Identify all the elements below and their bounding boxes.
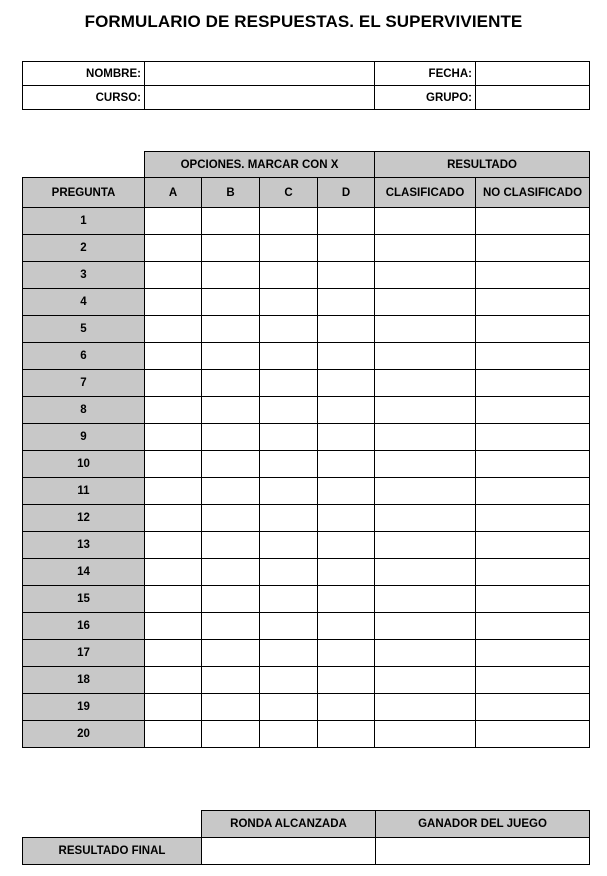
final-result-table (22, 810, 590, 865)
question-row (23, 289, 590, 316)
no-clasificado-header: NO CLASIFICADO (476, 178, 590, 208)
option-c-cell[interactable] (260, 586, 318, 613)
option-a-cell[interactable] (145, 289, 202, 316)
clasificado-header: CLASIFICADO (375, 178, 476, 208)
question-number: 4 (23, 289, 145, 316)
option-b-cell[interactable] (202, 316, 260, 343)
question-number: 15 (23, 586, 145, 613)
clasificado-cell[interactable] (375, 451, 476, 478)
option-c-cell[interactable] (260, 613, 318, 640)
clasificado-cell[interactable] (375, 370, 476, 397)
option-c-cell[interactable] (260, 559, 318, 586)
option-a-cell[interactable] (145, 316, 202, 343)
question-number: 3 (23, 262, 145, 289)
option-a-cell[interactable] (145, 343, 202, 370)
option-d-cell[interactable] (318, 235, 375, 262)
option-d-cell[interactable] (318, 721, 375, 748)
clasificado-cell[interactable] (375, 640, 476, 667)
info-row-1 (23, 62, 590, 86)
question-number: 6 (23, 343, 145, 370)
question-number: 17 (23, 640, 145, 667)
no-clasificado-cell[interactable] (476, 532, 590, 559)
clasificado-cell[interactable] (375, 505, 476, 532)
question-number: 14 (23, 559, 145, 586)
question-number: 2 (23, 235, 145, 262)
no-clasificado-cell[interactable] (476, 424, 590, 451)
option-d-cell[interactable] (318, 694, 375, 721)
clasificado-cell[interactable] (375, 694, 476, 721)
question-number: 13 (23, 532, 145, 559)
grupo-label: GRUPO: (375, 86, 476, 110)
option-b-cell[interactable] (202, 613, 260, 640)
question-row (23, 208, 590, 235)
no-clasificado-cell[interactable] (476, 721, 590, 748)
question-number: 19 (23, 694, 145, 721)
clasificado-cell[interactable] (375, 424, 476, 451)
question-row (23, 505, 590, 532)
question-row (23, 424, 590, 451)
option-a-cell[interactable] (145, 262, 202, 289)
clasificado-cell[interactable] (375, 235, 476, 262)
option-a-cell[interactable] (145, 667, 202, 694)
option-d-cell[interactable] (318, 478, 375, 505)
option-d-cell[interactable] (318, 559, 375, 586)
question-number: 16 (23, 613, 145, 640)
question-row (23, 586, 590, 613)
option-a-cell[interactable] (145, 640, 202, 667)
no-clasificado-cell[interactable] (476, 397, 590, 424)
question-row (23, 721, 590, 748)
option-c-cell[interactable] (260, 208, 318, 235)
fecha-label: FECHA: (375, 62, 476, 86)
option-d-cell[interactable] (318, 667, 375, 694)
option-b-cell[interactable] (202, 208, 260, 235)
option-c-cell[interactable] (260, 505, 318, 532)
option-header-c: C (260, 178, 318, 208)
option-a-cell[interactable] (145, 721, 202, 748)
option-a-cell[interactable] (145, 370, 202, 397)
no-clasificado-cell[interactable] (476, 694, 590, 721)
answers-table (22, 151, 590, 748)
option-b-cell[interactable] (202, 721, 260, 748)
no-clasificado-cell[interactable] (476, 586, 590, 613)
nombre-field[interactable] (145, 62, 375, 86)
option-a-cell[interactable] (145, 451, 202, 478)
option-d-cell[interactable] (318, 208, 375, 235)
clasificado-cell[interactable] (375, 586, 476, 613)
blank-corner-final (23, 811, 202, 838)
question-number: 8 (23, 397, 145, 424)
option-a-cell[interactable] (145, 586, 202, 613)
option-b-cell[interactable] (202, 478, 260, 505)
curso-field[interactable] (145, 86, 375, 110)
clasificado-cell[interactable] (375, 559, 476, 586)
question-row (23, 532, 590, 559)
clasificado-cell[interactable] (375, 721, 476, 748)
option-c-cell[interactable] (260, 640, 318, 667)
option-b-cell[interactable] (202, 235, 260, 262)
option-a-cell[interactable] (145, 694, 202, 721)
no-clasificado-cell[interactable] (476, 451, 590, 478)
no-clasificado-cell[interactable] (476, 613, 590, 640)
no-clasificado-cell[interactable] (476, 289, 590, 316)
option-c-cell[interactable] (260, 694, 318, 721)
clasificado-cell[interactable] (375, 613, 476, 640)
option-d-cell[interactable] (318, 343, 375, 370)
option-a-cell[interactable] (145, 397, 202, 424)
option-d-cell[interactable] (318, 532, 375, 559)
option-header-d: D (318, 178, 375, 208)
option-b-cell[interactable] (202, 694, 260, 721)
clasificado-cell[interactable] (375, 532, 476, 559)
option-d-cell[interactable] (318, 316, 375, 343)
clasificado-cell[interactable] (375, 316, 476, 343)
info-row-2 (23, 86, 590, 110)
clasificado-cell[interactable] (375, 208, 476, 235)
question-row (23, 343, 590, 370)
option-b-cell[interactable] (202, 424, 260, 451)
option-a-cell[interactable] (145, 208, 202, 235)
option-d-cell[interactable] (318, 370, 375, 397)
question-row (23, 613, 590, 640)
option-b-cell[interactable] (202, 262, 260, 289)
option-a-cell[interactable] (145, 505, 202, 532)
option-d-cell[interactable] (318, 451, 375, 478)
question-number: 7 (23, 370, 145, 397)
ronda-header: RONDA ALCANZADA (202, 811, 376, 838)
no-clasificado-cell[interactable] (476, 505, 590, 532)
question-row (23, 559, 590, 586)
question-row (23, 667, 590, 694)
option-c-cell[interactable] (260, 532, 318, 559)
option-header-b: B (202, 178, 260, 208)
option-d-cell[interactable] (318, 424, 375, 451)
curso-label: CURSO: (23, 86, 145, 110)
option-c-cell[interactable] (260, 262, 318, 289)
no-clasificado-cell[interactable] (476, 667, 590, 694)
question-row (23, 694, 590, 721)
clasificado-cell[interactable] (375, 667, 476, 694)
option-b-cell[interactable] (202, 505, 260, 532)
option-a-cell[interactable] (145, 613, 202, 640)
option-d-cell[interactable] (318, 262, 375, 289)
option-d-cell[interactable] (318, 505, 375, 532)
page-title: FORMULARIO DE RESPUESTAS. EL SUPERVIVIENTE (84, 12, 523, 31)
option-b-cell[interactable] (202, 289, 260, 316)
fecha-field[interactable] (476, 62, 590, 86)
result-header: RESULTADO (375, 152, 590, 178)
clasificado-cell[interactable] (375, 478, 476, 505)
resultado-final-label: RESULTADO FINAL (23, 838, 202, 865)
no-clasificado-cell[interactable] (476, 316, 590, 343)
option-c-cell[interactable] (260, 478, 318, 505)
question-row (23, 478, 590, 505)
no-clasificado-cell[interactable] (476, 559, 590, 586)
option-d-cell[interactable] (318, 289, 375, 316)
ganador-header: GANADOR DEL JUEGO (376, 811, 590, 838)
question-number: 5 (23, 316, 145, 343)
question-row (23, 397, 590, 424)
option-d-cell[interactable] (318, 397, 375, 424)
question-header: PREGUNTA (23, 178, 145, 208)
no-clasificado-cell[interactable] (476, 370, 590, 397)
option-c-cell[interactable] (260, 667, 318, 694)
no-clasificado-cell[interactable] (476, 262, 590, 289)
student-info-table (22, 61, 590, 110)
option-c-cell[interactable] (260, 316, 318, 343)
option-a-cell[interactable] (145, 532, 202, 559)
option-a-cell[interactable] (145, 478, 202, 505)
question-number: 1 (23, 208, 145, 235)
final-header-row (23, 811, 590, 838)
option-b-cell[interactable] (202, 370, 260, 397)
question-number: 18 (23, 667, 145, 694)
no-clasificado-cell[interactable] (476, 478, 590, 505)
clasificado-cell[interactable] (375, 262, 476, 289)
question-number: 12 (23, 505, 145, 532)
question-row (23, 235, 590, 262)
option-d-cell[interactable] (318, 613, 375, 640)
option-c-cell[interactable] (260, 424, 318, 451)
option-c-cell[interactable] (260, 397, 318, 424)
no-clasificado-cell[interactable] (476, 343, 590, 370)
option-b-cell[interactable] (202, 451, 260, 478)
question-row (23, 262, 590, 289)
option-c-cell[interactable] (260, 343, 318, 370)
option-b-cell[interactable] (202, 397, 260, 424)
grupo-field[interactable] (476, 86, 590, 110)
question-number: 9 (23, 424, 145, 451)
final-value-row (23, 838, 590, 865)
option-c-cell[interactable] (260, 289, 318, 316)
option-d-cell[interactable] (318, 640, 375, 667)
question-number: 11 (23, 478, 145, 505)
clasificado-cell[interactable] (375, 397, 476, 424)
option-a-cell[interactable] (145, 559, 202, 586)
options-header: OPCIONES. MARCAR CON X (145, 152, 375, 178)
option-d-cell[interactable] (318, 586, 375, 613)
option-a-cell[interactable] (145, 424, 202, 451)
option-b-cell[interactable] (202, 532, 260, 559)
no-clasificado-cell[interactable] (476, 208, 590, 235)
blank-corner (23, 152, 145, 178)
clasificado-cell[interactable] (375, 343, 476, 370)
option-b-cell[interactable] (202, 343, 260, 370)
option-b-cell[interactable] (202, 559, 260, 586)
question-number: 10 (23, 451, 145, 478)
question-row (23, 640, 590, 667)
option-c-cell[interactable] (260, 721, 318, 748)
option-a-cell[interactable] (145, 235, 202, 262)
option-b-cell[interactable] (202, 667, 260, 694)
option-b-cell[interactable] (202, 586, 260, 613)
ronda-field[interactable] (202, 838, 376, 865)
option-header-a: A (145, 178, 202, 208)
question-row (23, 316, 590, 343)
question-row (23, 370, 590, 397)
option-c-cell[interactable] (260, 451, 318, 478)
option-c-cell[interactable] (260, 370, 318, 397)
option-b-cell[interactable] (202, 640, 260, 667)
option-c-cell[interactable] (260, 235, 318, 262)
question-row (23, 451, 590, 478)
nombre-label: NOMBRE: (23, 62, 145, 86)
no-clasificado-cell[interactable] (476, 640, 590, 667)
ganador-field[interactable] (376, 838, 590, 865)
column-header-row (23, 178, 590, 208)
no-clasificado-cell[interactable] (476, 235, 590, 262)
group-header-row (23, 152, 590, 178)
question-number: 20 (23, 721, 145, 748)
clasificado-cell[interactable] (375, 289, 476, 316)
